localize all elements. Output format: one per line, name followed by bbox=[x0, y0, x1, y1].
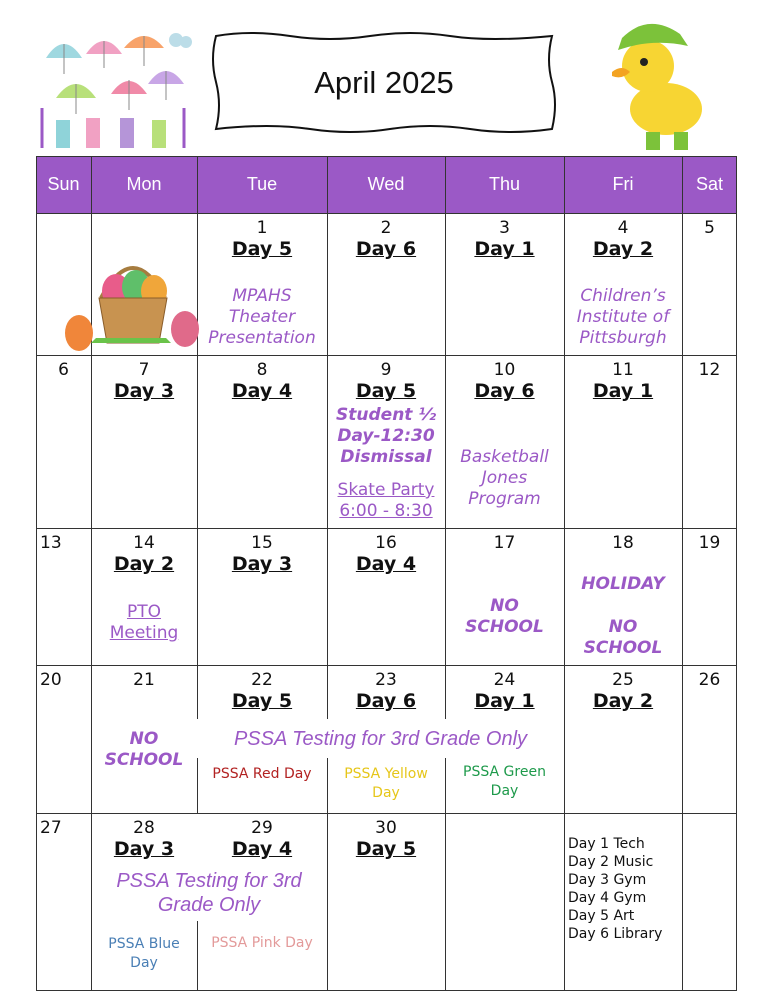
legend-item: Day 2 Music bbox=[568, 854, 654, 870]
date-number: 27 bbox=[40, 818, 62, 838]
event-line: Jones bbox=[481, 468, 528, 488]
date-number: 15 bbox=[251, 533, 273, 553]
cell-apr-21 bbox=[91, 665, 197, 813]
cell-apr-5 bbox=[682, 213, 737, 355]
no-school-label: NO bbox=[129, 729, 159, 749]
date-number: 4 bbox=[617, 218, 629, 238]
cell-apr-15 bbox=[197, 528, 327, 665]
cell-apr-12 bbox=[682, 355, 737, 528]
weekday-tue: Tue bbox=[197, 156, 327, 213]
event-line: Theater bbox=[228, 307, 296, 327]
date-number: 24 bbox=[493, 670, 516, 690]
rotation-day: Day 4 bbox=[231, 380, 293, 402]
legend-item: Day 3 Gym bbox=[568, 872, 647, 888]
legend-item: Day 1 Tech bbox=[568, 836, 645, 852]
event-line: Program bbox=[468, 489, 541, 509]
cell-apr-14 bbox=[91, 528, 197, 665]
weekday-thu: Thu bbox=[445, 156, 564, 213]
pssa-red-day: PSSA Red Day bbox=[212, 766, 312, 782]
cell-apr-1 bbox=[197, 213, 327, 355]
event-line: Pittsburgh bbox=[579, 328, 667, 348]
rotation-day: Day 5 bbox=[231, 690, 293, 712]
pssa-yellow-day: PSSA Yellow bbox=[344, 766, 428, 782]
date-number: 26 bbox=[698, 670, 721, 690]
date-number: 12 bbox=[698, 360, 721, 380]
page-title: April 2025 bbox=[314, 64, 454, 100]
event-line: Presentation bbox=[208, 328, 316, 348]
rotation-day: Day 6 bbox=[474, 380, 535, 402]
weekday-sat: Sat bbox=[682, 156, 737, 213]
holiday-label: HOLIDAY bbox=[581, 574, 665, 594]
date-number: 3 bbox=[499, 218, 510, 238]
date-number: 9 bbox=[380, 360, 392, 380]
cell-apr-10 bbox=[445, 355, 564, 528]
pto-meeting-link[interactable]: PTO bbox=[126, 602, 162, 622]
event-line: Day-12:30 bbox=[337, 426, 435, 446]
cell-apr-9 bbox=[327, 355, 445, 528]
no-school-label: SCHOOL bbox=[104, 750, 184, 770]
date-number: 20 bbox=[40, 670, 62, 690]
cell-apr-16 bbox=[327, 528, 445, 665]
weekday-sun: Sun bbox=[36, 156, 91, 213]
rotation-day: Day 6 bbox=[355, 690, 417, 712]
pssa-testing-banner: PSSA Testing for 3rd Grade Only bbox=[233, 728, 528, 750]
legend-item: Day 4 Gym bbox=[568, 890, 647, 906]
pssa-blue-day: PSSA Blue bbox=[108, 936, 180, 952]
date-number: 18 bbox=[612, 533, 634, 553]
cell-apr-7 bbox=[91, 355, 197, 528]
cell-apr-13 bbox=[36, 528, 91, 665]
legend-item: Day 6 Library bbox=[568, 926, 663, 942]
date-number: 14 bbox=[133, 533, 155, 553]
cell-apr-8 bbox=[197, 355, 327, 528]
no-school-label: SCHOOL bbox=[583, 638, 663, 658]
rotation-day: Day 5 bbox=[355, 380, 417, 402]
cell-apr-30 bbox=[327, 813, 445, 990]
weekday-wed: Wed bbox=[327, 156, 445, 213]
date-number: 30 bbox=[375, 818, 397, 838]
skate-party-link[interactable]: Skate Party bbox=[337, 480, 435, 500]
cell-apr-6 bbox=[36, 355, 91, 528]
cell-apr-20 bbox=[36, 665, 91, 813]
cell-apr-11 bbox=[564, 355, 682, 528]
title-frame bbox=[210, 30, 558, 135]
date-number: 16 bbox=[375, 533, 397, 553]
event-line: Children’s bbox=[580, 286, 666, 306]
pto-meeting-link[interactable]: Meeting bbox=[109, 623, 179, 643]
rotation-day: Day 1 bbox=[474, 690, 535, 712]
cell-apr-mon-r1 bbox=[91, 213, 197, 355]
pssa-yellow-day: Day bbox=[372, 785, 400, 801]
date-number: 1 bbox=[256, 218, 268, 238]
date-number: 19 bbox=[698, 533, 721, 553]
weekday-fri: Fri bbox=[564, 156, 682, 213]
cell-apr-25 bbox=[564, 665, 682, 813]
date-number: 6 bbox=[58, 360, 69, 380]
rotation-day: Day 2 bbox=[113, 553, 175, 575]
event-line: Dismissal bbox=[340, 447, 432, 467]
calendar-grid bbox=[36, 156, 737, 991]
date-number: 10 bbox=[493, 360, 516, 380]
date-number: 13 bbox=[40, 533, 62, 553]
pssa-testing-banner: Grade Only bbox=[157, 894, 261, 916]
cell-apr-19 bbox=[682, 528, 737, 665]
date-number: 25 bbox=[612, 670, 634, 690]
rotation-day: Day 1 bbox=[592, 380, 654, 402]
cell-apr-27 bbox=[36, 813, 91, 990]
cell-apr-3 bbox=[445, 213, 564, 355]
date-number: 23 bbox=[375, 670, 397, 690]
pssa-blue-day: Day bbox=[130, 955, 158, 971]
date-number: 28 bbox=[133, 818, 155, 838]
date-number: 22 bbox=[251, 670, 273, 690]
cell-apr-26 bbox=[682, 665, 737, 813]
easter-basket-icon bbox=[61, 243, 201, 353]
date-number: 11 bbox=[612, 360, 634, 380]
rotation-day: Day 4 bbox=[231, 838, 293, 860]
rotation-day: Day 5 bbox=[231, 238, 293, 260]
rotation-day: Day 1 bbox=[474, 238, 535, 260]
event-line: Student ½ bbox=[336, 405, 436, 425]
weekday-mon: Mon bbox=[91, 156, 197, 213]
pssa-testing-banner: PSSA Testing for 3rd bbox=[116, 870, 302, 892]
no-school-label: SCHOOL bbox=[465, 617, 544, 637]
rotation-day: Day 3 bbox=[113, 380, 175, 402]
legend-item: Day 5 Art bbox=[568, 908, 635, 924]
event-line: Basketball bbox=[460, 447, 549, 467]
cell-apr-18 bbox=[564, 528, 682, 665]
pssa-green-day: Day bbox=[490, 783, 519, 799]
rotation-day: Day 2 bbox=[592, 690, 654, 712]
no-school-label: NO bbox=[490, 596, 519, 616]
rotation-day: Day 5 bbox=[355, 838, 417, 860]
date-number: 21 bbox=[133, 670, 155, 690]
rotation-day: Day 3 bbox=[231, 553, 293, 575]
skate-party-link[interactable]: 6:00 - 8:30 bbox=[339, 501, 433, 521]
date-number: 5 bbox=[704, 218, 715, 238]
umbrellas-boots-art bbox=[36, 28, 192, 154]
date-number: 2 bbox=[380, 218, 392, 238]
pssa-pink-day: PSSA Pink Day bbox=[211, 935, 313, 951]
duck-icon bbox=[608, 14, 708, 154]
cell-apr-2 bbox=[327, 213, 445, 355]
date-number: 8 bbox=[256, 360, 268, 380]
rotation-day: Day 3 bbox=[113, 838, 175, 860]
rotation-day: Day 2 bbox=[592, 238, 654, 260]
no-school-label: NO bbox=[608, 617, 638, 637]
specials-legend bbox=[564, 813, 682, 990]
rotation-day: Day 6 bbox=[355, 238, 417, 260]
date-number: 7 bbox=[138, 360, 150, 380]
pssa-green-day: PSSA Green bbox=[463, 764, 546, 780]
cell-apr-4 bbox=[564, 213, 682, 355]
cell-apr-17 bbox=[445, 528, 564, 665]
event-line: Institute of bbox=[576, 307, 670, 327]
date-number: 29 bbox=[251, 818, 273, 838]
event-line: MPAHS bbox=[232, 286, 292, 306]
rotation-day: Day 4 bbox=[355, 553, 417, 575]
date-number: 17 bbox=[493, 533, 516, 553]
